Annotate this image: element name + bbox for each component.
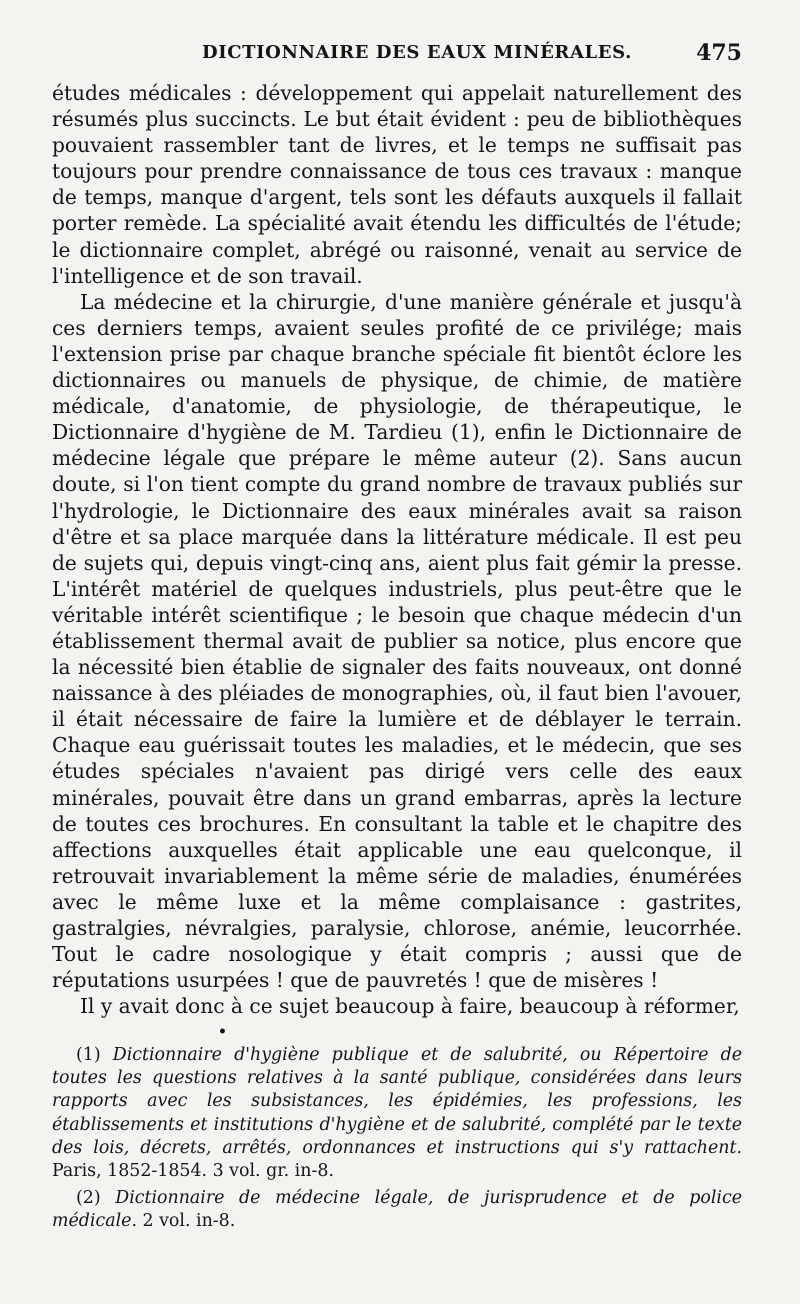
footnote-publication: Paris, 1852-1854. 3 vol. gr. in-8. bbox=[52, 1161, 334, 1182]
running-title: DICTIONNAIRE DES EAUX MINÉRALES. bbox=[202, 42, 632, 63]
footnote-mark: (2) bbox=[76, 1188, 101, 1209]
footnote-1 bbox=[52, 1044, 742, 1183]
paragraph-continued: études médicales : développement qui appelait naturellement des résumés plus succincts. Le but était évident : peu de bibliothèques pouvaient rassembler tant de livres, et le temps ne suffisait pas toujours pour prendre connaissance de tous ces travaux : manque de temps, manque d'argent, tels sont les défauts auxquels il fallait porter remède. La spécialité avait étendu les difficultés de l'étude; le dictionnaire complet, abrégé ou raisonné, venait au service de l'intelligence et de son travail. bbox=[52, 81, 742, 288]
page-number: 475 bbox=[696, 40, 742, 66]
page-header bbox=[52, 40, 742, 70]
footnote-mark: (1) bbox=[76, 1045, 101, 1065]
footnote-text: Dictionnaire d'hygiène publique et de salubrité, ou Répertoire de toutes les questions relatives à la santé publique, considérées dans leurs rapports avec les subsistances, les épidémies, les professions, les établissements et institutions d'hygiène et de salubrité, complété par le texte des lois, décrets, arrêtés, ordonnances et instructions qui s'y rattachent. bbox=[52, 1045, 742, 1158]
footnote-text: Dictionnaire de médecine légale, de jurisprudence et de police médicale. bbox=[52, 1188, 742, 1232]
main-text bbox=[52, 80, 742, 1019]
footnote-separator: • bbox=[218, 1024, 227, 1040]
footnote-2 bbox=[52, 1187, 742, 1233]
paragraph: Il y avait donc à ce sujet beaucoup à faire, beaucoup à réformer, bbox=[80, 994, 740, 1019]
paragraph: La médecine et la chirurgie, d'une manière générale et jusqu'à ces derniers temps, avaient seules profité de ce privilége; mais l'extension prise par chaque branche spéciale fit bientôt éclore les dictionnaires ou manuels de physique, de chimie, de matière médicale, d'anatomie, de physiologie, de thérapeutique, le Dictionnaire d'hygiène de M. Tardieu (1), enfin le Dictionnaire de médecine légale que prépare le même auteur (2). Sans aucun doute, si l'on tient compte du grand nombre de travaux publiés sur l'hydrologie, le Dictionnaire des eaux minérales avait sa raison d'être et sa place marquée dans la littérature médicale. Il est peu de sujets qui, depuis vingt-cinq ans, aient plus fait gémir la presse. L'intérêt matériel de quelques industriels, plus peut-être que le véritable intérêt scientifique ; le besoin que chaque médecin d'un établissement thermal avait de publier sa notice, plus encore que la nécessité bien établie de signaler des faits nouveaux, ont donné naissance à des pléiades de monographies, où, il faut bien l'avouer, il était nécessaire de faire la lumière et de déblayer le terrain. Chaque eau guérissait toutes les maladies, et le médecin, que ses études spéciales n'avaient pas dirigé vers celle des eaux minérales, pouvait être dans un grand embarras, après la lecture de toutes ces brochures. En consultant la table et le chapitre des affections auxquelles était applicable une eau quelconque, il retrouvait invariablement la même série de maladies, énumérées avec le même luxe et la même complaisance : gastrites, gastralgies, névralgies, paralysie, chlorose, anémie, leucorrhée. Tout le cadre nosologique y était compris ; aussi que de réputations usurpées ! que de pauvretés ! que de misères ! bbox=[52, 289, 742, 993]
footnotes bbox=[52, 1044, 742, 1234]
footnote-publication: 2 vol. in-8. bbox=[142, 1211, 236, 1232]
